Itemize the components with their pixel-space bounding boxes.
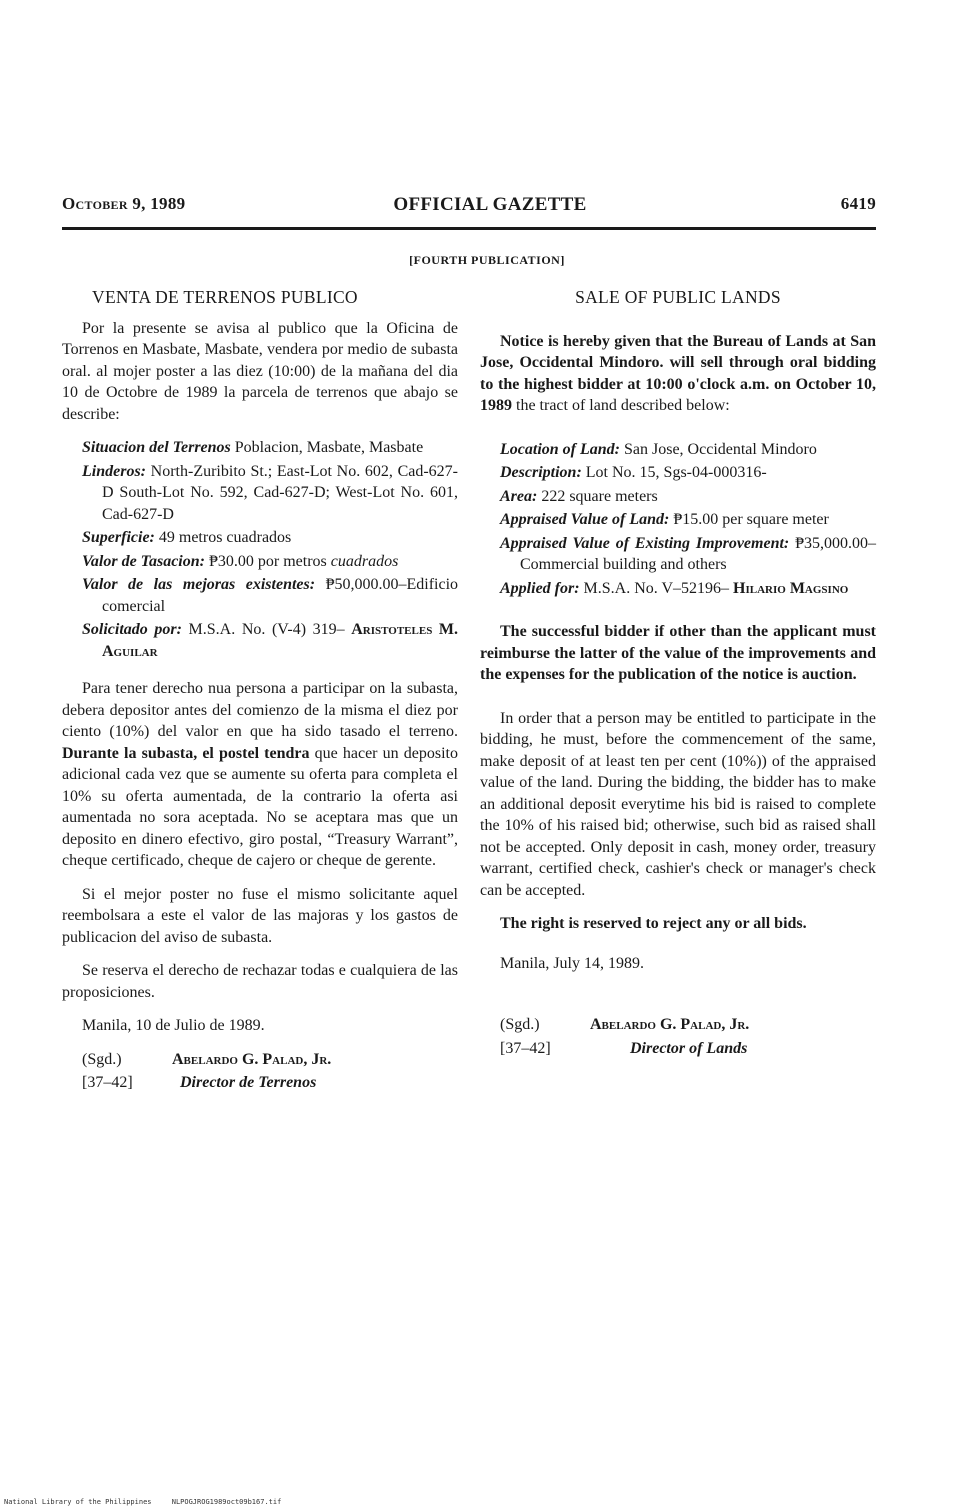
item-label: Superficie: — [82, 529, 155, 546]
signer-title: Director de Terrenos — [180, 1074, 317, 1091]
library-name: National Library of the Philippines — [4, 1498, 152, 1506]
spanish-item-improvements — [62, 574, 458, 617]
header-rule — [62, 227, 876, 230]
english-item-appraised-improvement — [480, 533, 876, 576]
item-value: Poblacion, Masbate, Masbate — [234, 439, 424, 456]
english-reservation-paragraph: The right is reserved to reject any or all bids. — [500, 915, 807, 932]
item-value-unit: cuadrados — [330, 552, 399, 570]
intro-bold-text: Notice is hereby given that the Bureau of Lands at San Jose, Occidental Mindoro. will sell through oral bidding to the highest bidder at 10:00 o'clock a.m. on October 10, 1989 — [480, 332, 876, 414]
spanish-item-area — [62, 527, 458, 549]
spanish-deposit-paragraph — [62, 678, 458, 872]
english-reimbursement-paragraph: The successful bidder if other than the applicant must reimburse the latter of the value of the improvements and the expenses for the publication of the notice is auction. — [480, 623, 876, 683]
applicant-name: Aristoteles M. Aguilar — [102, 621, 459, 660]
applicant-name: Hilario Magsino — [733, 579, 849, 597]
item-label: Valor de las mejoras existentes: — [82, 576, 316, 593]
english-item-applicant — [480, 578, 876, 600]
item-value: M.S.A. No. V–52196– — [583, 579, 730, 597]
publication-tag: [FOURTH PUBLICATION] — [409, 253, 565, 267]
gazette-title: OFFICIAL GAZETTE — [393, 194, 587, 215]
english-deposit-paragraph: In order that a person may be entitled to participate in the bidding, he must, before the commencement of the same, make deposit of at least ten per cent (10%)) of the appraised value of the land. During the bidding, the bidder has to make an additional deposit everytime his bid is raised to complete the 10% of his raised bid; otherwise, such bid as raised shall not be accepted. Only deposit in cash, money order, treasury warrant, certified check, cashier's check or manager's check can be accepted. — [480, 709, 876, 899]
scan-filename: NLPOGJROG1989oct09b167.tif — [171, 1498, 282, 1506]
signed-mark: (Sgd.) — [82, 1050, 122, 1068]
item-label: Appraised Value of Existing Improvement: — [500, 534, 790, 552]
item-label: Applied for: — [500, 579, 580, 597]
spanish-item-boundaries — [62, 461, 458, 526]
english-signature-block — [500, 1014, 876, 1059]
english-item-description — [480, 462, 876, 484]
item-value: Lot No. 15, Sgs-04-000316- — [585, 464, 767, 481]
reference-number: [37–42] — [500, 1039, 551, 1057]
spanish-place-date: Manila, 10 de Julio de 1989. — [82, 1017, 265, 1034]
english-item-appraised-land — [480, 509, 876, 531]
item-label: Appraised Value of Land: — [500, 511, 670, 528]
paragraph-text-rest: que hacer un deposito adicional cada vez que se aumente su oferta para completa el 10% su oferta aumentada, de la contrario la oferta asi aumentada no sora aceptada. No se aceptara mas que un deposito en dinero efectivo, giro postal, “Treasury Warrant”, cheque certificado, cheque de cajero or cheque de gerente. — [62, 744, 458, 869]
intro-text-rest: the tract of land described below: — [516, 397, 730, 414]
spanish-intro: Por la presente se avisa al publico que la Oficina de Torrenos en Masbate, Masbate, vendera por medio de subasta oral. al mojer poster a las diez (10:00) de la mañana del dia 10 de Octobre de 1989 la parcela de terrenos que abajo se describe: — [62, 319, 458, 423]
page-number: 6419 — [840, 194, 876, 213]
item-label: Area: — [500, 487, 538, 505]
signer-title: Director of Lands — [630, 1039, 748, 1057]
item-value: M.S.A. No. (V-4) 319– — [188, 621, 345, 638]
header-date: October 9, 1989 — [62, 194, 186, 213]
english-item-location — [480, 439, 876, 461]
reference-number: [37–42] — [82, 1074, 133, 1091]
item-value: 222 square meters — [541, 487, 658, 505]
spanish-item-location — [62, 437, 458, 459]
item-label: Situacion del Terrenos — [82, 439, 231, 456]
item-value: North-Zuribito St.; East-Lot No. 602, Cad-627-D South-Lot No. 592, Cad-627-D; West-Lot No. 601, Cad-627-D — [102, 462, 458, 523]
paragraph-text: Para tener derecho nua persona a participar on la subasta, debera depositor antes del comienzo de la misma el diez por ciento (10%) del valor en que ha sido tasado el terreno. — [62, 680, 458, 740]
spanish-item-applicant — [62, 619, 458, 662]
spanish-reimbursement-paragraph: Si el mejor poster no fuse el mismo solicitante aquel reembolsara a este el valor de las majoras y los gastos de publicacion del aviso de subasta. — [62, 885, 458, 946]
item-value: San Jose, Occidental Mindoro — [624, 440, 817, 458]
english-heading: SALE OF PUBLIC LANDS — [575, 287, 781, 307]
item-value: ₱50,000.00–Edificio comercial — [102, 576, 459, 615]
item-value: ₱15.00 per square meter — [673, 511, 829, 528]
spanish-heading: VENTA DE TERRENOS PUBLICO — [92, 287, 358, 307]
spanish-signature-block — [82, 1049, 458, 1094]
signer-name: Abelardo G. Palad, Jr. — [172, 1050, 332, 1068]
english-notice — [480, 283, 876, 1059]
item-label: Valor de Tasacion: — [82, 552, 205, 570]
item-label: Location of Land: — [500, 440, 620, 458]
english-place-date: Manila, July 14, 1989. — [500, 954, 644, 972]
english-intro — [480, 331, 876, 417]
spanish-reservation-paragraph: Se reserva el derecho de rechazar todas e cualquiera de las proposiciones. — [62, 962, 458, 1001]
signed-mark: (Sgd.) — [500, 1016, 540, 1033]
spanish-land-details — [62, 437, 458, 662]
item-value: ₱35,000.00–Commercial building and others — [520, 534, 876, 573]
scan-footer — [4, 1498, 297, 1506]
item-value: ₱30.00 por metros — [208, 552, 327, 570]
english-item-area — [480, 486, 876, 508]
spanish-item-appraised-value — [62, 551, 458, 573]
english-land-details — [480, 439, 876, 600]
item-label: Description: — [500, 464, 582, 481]
spanish-notice — [62, 283, 458, 1094]
paragraph-bold-text: Durante la subasta, el postel tendra — [62, 744, 310, 762]
item-label: Linderos: — [82, 462, 146, 480]
signer-name: Abelardo G. Palad, Jr. — [590, 1016, 750, 1033]
item-value: 49 metros cuadrados — [158, 529, 292, 546]
item-label: Solicitado por: — [82, 621, 182, 638]
